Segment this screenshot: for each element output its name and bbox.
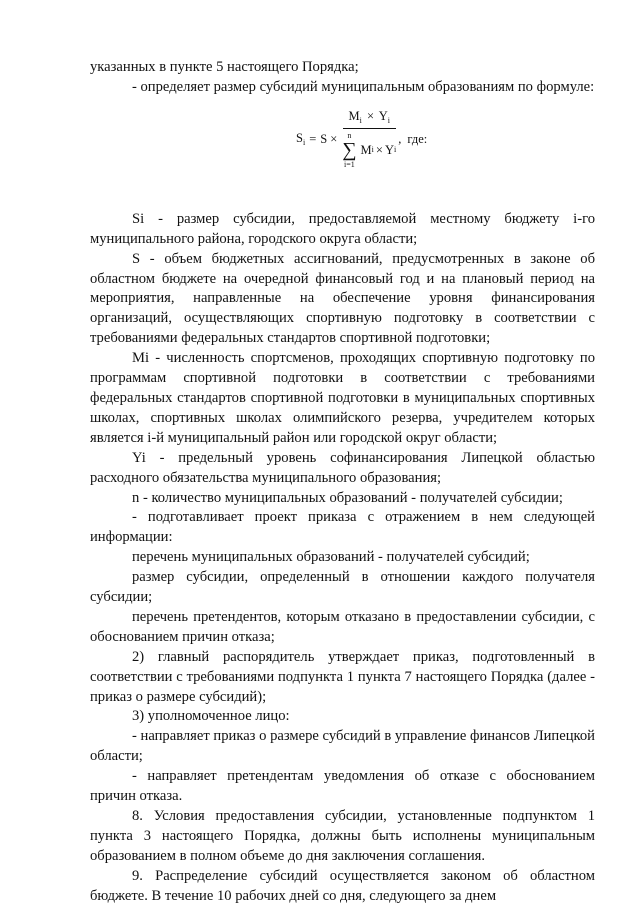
paragraph-send-refusals: - направляет претендентам уведомления об отказе с обоснованием причин отказа. [90,768,595,805]
def-n: n - количество муниципальных образований - получателей субсидии; [132,489,563,506]
formula-block [90,98,595,210]
sum-symbol: n ∑ i=1 [342,130,357,169]
def-mi: Mi - численность спортсменов, проходящих спортивную подготовку по программам спортивной подготовки в соответствии с требованиями федеральных стандартов спортивной подготовки в муниципальных спортивных школах, спортивных школах олимпийского резерва, учредителем которых является i-й муниципальный район или городской округ области; [90,350,595,446]
def-s: S - объем бюджетных ассигнований, предусмотренных в законе об областном бюджете на очередной финансовый год и на плановый период на мероприятия, направленные на обеспечение уровня финансирования организаций, осуществляющих спортивную подготовку в соответствии с требованиями федеральных стандартов спортивной подготовки; [90,250,595,347]
formula-times: × [330,132,338,147]
paragraph-order-draft: - подготавливает проект приказа с отражением в нем следующей информации: [90,509,595,546]
paragraph-8: 8. Условия предоставления субсидии, установленные подпунктом 1 пункта 3 настоящего Порядка, должны быть исполнены муниципальным образованием в полном объеме до дня заключения соглашения. [90,808,595,864]
formula-denominator: n ∑ i=1 M i × Y i [342,130,397,169]
def-yi: Yi - предельный уровень софинансирования Липецкой областью расходного обязательства муниципального образования; [90,449,595,486]
subsidy-formula [296,110,427,169]
formula-fraction [342,110,396,169]
paragraph-list-recipients: перечень муниципальных образований - получателей субсидий; [132,549,530,566]
formula-numerator: $M_i \times Y_i$ [343,110,396,129]
formula-lhs: $S_i$ [296,130,306,147]
formula-s: S [320,132,328,147]
def-si: Si - размер субсидии, предоставляемой местному бюджету i-го муниципального района, городского округа области; [90,210,595,247]
paragraph-send-order: - направляет приказ о размере субсидий в управление финансов Липецкой области; [90,728,595,765]
paragraph-list-amount: размер субсидии, определенный в отношении каждого получателя субсидии; [90,569,595,606]
paragraph-list-refusals: перечень претендентов, которым отказано в предоставлении субсидии, с обоснованием причин отказа; [90,608,595,645]
formula-comma: , [398,132,402,147]
paragraph-continuation: указанных в пункте 5 настоящего Порядка; [90,59,359,75]
paragraph-formula-intro: - определяет размер субсидий муниципальным образованиям по формуле: [132,78,595,95]
paragraph-item-3: 3) уполномоченное лицо: [132,708,290,725]
paragraph-9: 9. Распределение субсидий осуществляется законом об областном бюджете. В течение 10 рабочих дней со дня, следующего за днем [90,867,595,904]
paragraph-item-2: 2) главный распорядитель утверждает приказ, подготовленный в соответствии с требованиями подпункта 1 пункта 7 настоящего Порядка (далее - приказ о размере субсидий); [90,648,595,705]
formula-where: где: [407,132,428,147]
formula-equals: = [309,132,317,147]
